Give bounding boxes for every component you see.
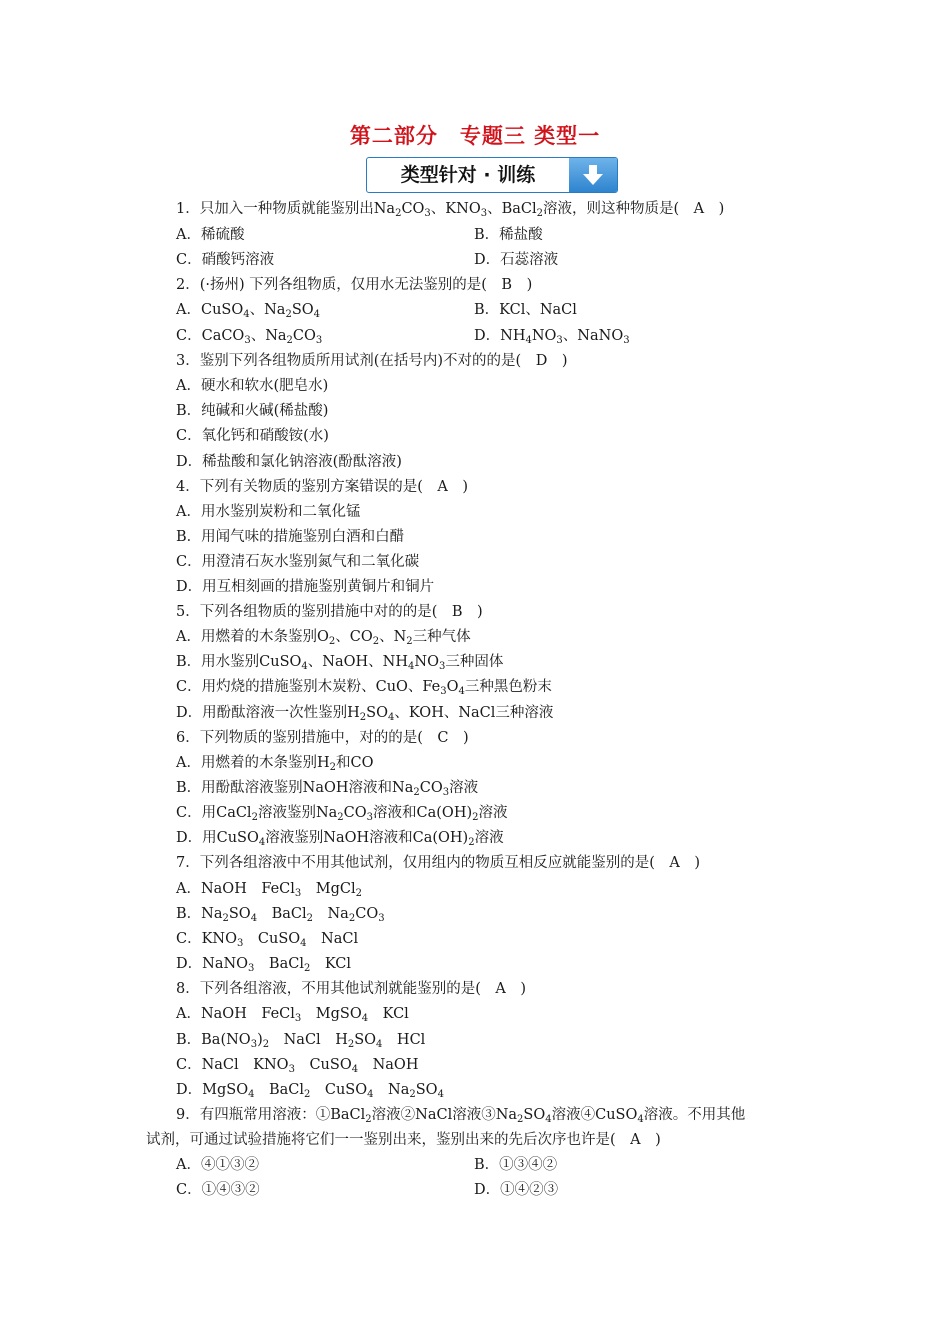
question-7-option-a: A．NaOH FeCl$_3$ MgCl$_2$	[176, 881, 363, 899]
question-4-option-d: D．用互相刻画的措施鉴别黄铜片和铜片	[176, 579, 435, 595]
question-7-option-b: B．$Na_2SO_4$ BaCl$_2$ $Na_2CO_3$	[176, 906, 385, 924]
question-2-option-c: C．CaCO$_3$、$Na_2CO_3$	[176, 328, 323, 346]
question-1-stem: 1．只加入一种物质就能鉴别出$Na_2CO_3$、$KNO_3$、BaCl$_2$溶液，则这种物质是( A )	[176, 201, 725, 219]
question-1-option-a: A．稀硫酸	[176, 227, 245, 243]
question-3-stem: 3．鉴别下列各组物质所用试剂(在括号内)不对的的是( D )	[176, 353, 568, 369]
question-5-option-b: B．用水鉴别CuSO$_4$、NaOH、$NH_4NO_3$三种固体	[176, 654, 504, 672]
question-5-option-d: D．用酚酞溶液一次性鉴别$H_2SO_4$、KOH、NaCl三种溶液	[176, 705, 554, 723]
question-8-option-c: C．NaCl $KNO_3$ CuSO$_4$ NaOH	[176, 1057, 419, 1075]
question-6-option-c: C．用CaCl$_2$溶液鉴别$Na_2CO_3$溶液和$Ca(OH)_2$溶液	[176, 805, 508, 823]
question-9-option-a: A．④①③②	[176, 1157, 259, 1173]
question-7-option-d: D．NaNO$_3$ BaCl$_2$ KCl	[176, 956, 352, 974]
question-6-stem: 6．下列物质的鉴别措施中，对的的是( C )	[176, 730, 469, 746]
question-7-option-c: C．$KNO_3$ CuSO$_4$ NaCl	[176, 931, 359, 949]
question-2-option-b: B．KCl、NaCl	[474, 302, 577, 318]
question-1-option-b: B．稀盐酸	[474, 227, 543, 243]
banner-label: 类型针对 · 训练	[400, 164, 536, 186]
question-1-option-c: C．硝酸钙溶液	[176, 252, 275, 268]
question-6-option-d: D．用CuSO$_4$溶液鉴别NaOH溶液和$Ca(OH)_2$溶液	[176, 830, 504, 848]
question-4-option-b: B．用闻气味的措施鉴别白酒和白醋	[176, 529, 405, 545]
question-9-option-b: B．①③④②	[474, 1157, 558, 1173]
question-9-option-c: C．①④③②	[176, 1182, 260, 1198]
question-8-stem: 8．下列各组溶液，不用其他试剂就能鉴别的是( A )	[176, 981, 527, 997]
question-6-option-b: B．用酚酞溶液鉴别NaOH溶液和$Na_2CO_3$溶液	[176, 780, 479, 798]
question-2-option-a: A．CuSO$_4$、$Na_2SO_4$	[176, 302, 321, 320]
question-3-option-b: B．纯碱和火碱(稀盐酸)	[176, 403, 329, 419]
question-4-stem: 4．下列有关物质的鉴别方案错误的是( A )	[176, 479, 469, 495]
question-3-option-a: A．硬水和软水(肥皂水)	[176, 378, 329, 394]
question-9-option-d: D．①④②③	[474, 1182, 559, 1198]
section-banner	[366, 157, 618, 193]
question-9-stem-continued: 试剂，可通过试验措施将它们一一鉴别出来，鉴别出来的先后次序也许是( A )	[146, 1132, 661, 1148]
question-3-option-c: C．氧化钙和硝酸铵(水)	[176, 428, 329, 444]
question-6-option-a: A．用燃着的木条鉴别$H_2$和CO	[176, 755, 374, 773]
question-5-stem: 5．下列各组物质的鉴别措施中对的的是( B )	[176, 604, 483, 620]
down-arrow-icon	[569, 158, 617, 192]
question-5-option-a: A．用燃着的木条鉴别$O_2$、$CO_2$、$N_2$三种气体	[176, 629, 471, 647]
question-2-stem: 2．(·扬州) 下列各组物质，仅用水无法鉴别的是( B )	[176, 277, 533, 293]
question-8-option-d: D．MgSO$_4$ BaCl$_2$ CuSO$_4$ $Na_2SO_4$	[176, 1082, 444, 1100]
question-2-option-d: D．$NH_4NO_3$、NaNO$_3$	[474, 328, 630, 346]
question-7-stem: 7．下列各组溶液中不用其他试剂，仅用组内的物质互相反应就能鉴别的是( A )	[176, 855, 701, 871]
question-9-stem: 9．有四瓶常用溶液：①BaCl$_2$溶液②NaCl溶液$③Na_2SO_4$溶液④CuSO$_4$溶液。不用其他	[176, 1107, 746, 1125]
question-5-option-c: C．用灼烧的措施鉴别木炭粉、CuO、$Fe_3O_4$三种黑色粉末	[176, 679, 552, 697]
question-4-option-c: C．用澄清石灰水鉴别氮气和二氧化碳	[176, 554, 420, 570]
question-1-option-d: D．石蕊溶液	[474, 252, 559, 268]
question-8-option-a: A．NaOH FeCl$_3$ MgSO$_4$ KCl	[176, 1006, 409, 1024]
question-3-option-d: D．稀盐酸和氯化钠溶液(酚酞溶液)	[176, 454, 402, 470]
page-title: 第二部分 专题三 类型一	[349, 124, 601, 148]
question-4-option-a: A．用水鉴别炭粉和二氧化锰	[176, 504, 361, 520]
question-8-option-b: B．$Ba(NO_3)_2$ NaCl $H_2SO_4$ HCl	[176, 1032, 426, 1050]
